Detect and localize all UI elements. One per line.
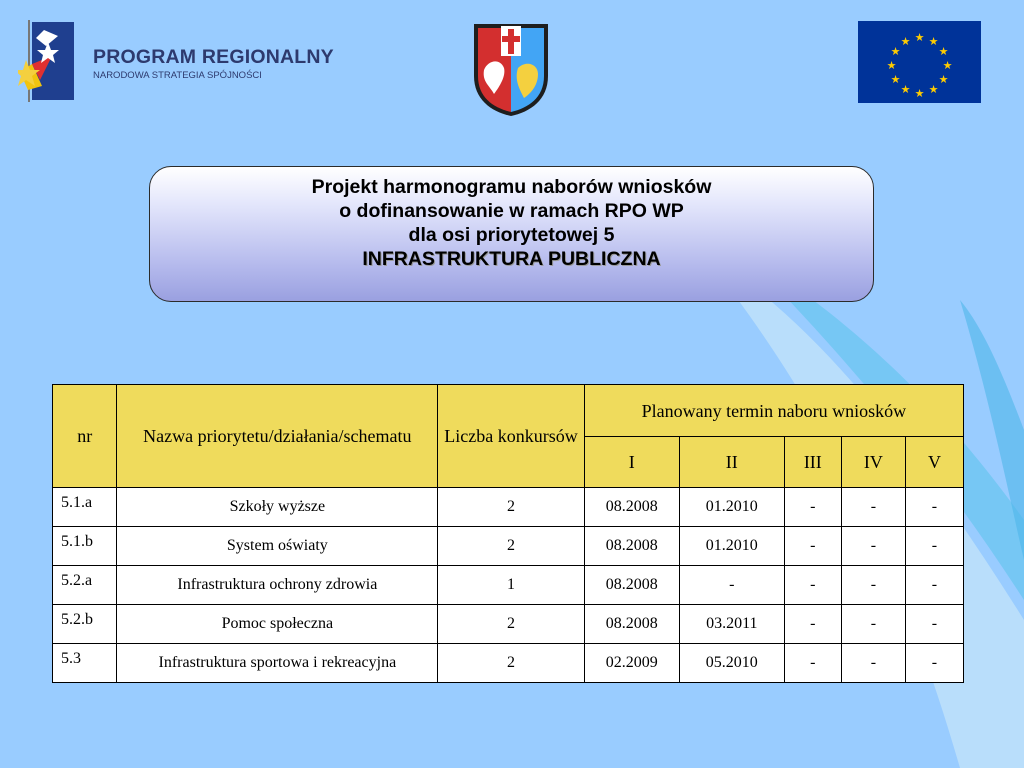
cell-count: 1	[438, 566, 585, 605]
logo-subtitle: NARODOWA STRATEGIA SPÓJNOŚCI	[93, 70, 262, 81]
title-line-1: Projekt harmonogramu naborów wniosków	[311, 176, 712, 198]
cell-term-i: 08.2008	[584, 566, 679, 605]
cell-term-ii: 01.2010	[679, 488, 784, 527]
cell-term-i: 02.2009	[584, 644, 679, 683]
header-count: Liczba konkursów	[438, 385, 585, 488]
svg-text:★: ★	[900, 35, 911, 48]
cell-nr: 5.2.b	[53, 605, 117, 644]
svg-text:★: ★	[942, 59, 953, 72]
cell-nr: 5.1.a	[53, 488, 117, 527]
cell-term-i: 08.2008	[584, 488, 679, 527]
table-header-row	[53, 385, 964, 437]
cell-count: 2	[438, 644, 585, 683]
cell-term-iii: -	[784, 605, 841, 644]
cell-term-iii: -	[784, 527, 841, 566]
cell-count: 2	[438, 527, 585, 566]
cell-name: Infrastruktura sportowa i rekreacyjna	[117, 644, 438, 683]
table-row	[53, 644, 964, 683]
regional-program-flag-icon	[18, 20, 74, 102]
title-line-2: o dofinansowanie w ramach RPO WP	[339, 200, 684, 222]
cell-term-iv: -	[841, 605, 905, 644]
header-term-iv: IV	[841, 437, 905, 488]
header-term-v: V	[905, 437, 963, 488]
svg-text:★: ★	[938, 45, 949, 58]
header-nr: nr	[53, 385, 117, 488]
cell-term-iii: -	[784, 566, 841, 605]
cell-term-iv: -	[841, 527, 905, 566]
cell-term-ii: 01.2010	[679, 527, 784, 566]
cell-name: Szkoły wyższe	[117, 488, 438, 527]
table-row	[53, 605, 964, 644]
cell-term-ii: 03.2011	[679, 605, 784, 644]
table-row	[53, 527, 964, 566]
svg-text:★: ★	[900, 83, 911, 96]
header-planned-term: Planowany termin naboru wniosków	[584, 385, 963, 437]
header-name: Nazwa priorytetu/działania/schematu	[117, 385, 438, 488]
header-term-iii: III	[784, 437, 841, 488]
cell-term-iii: -	[784, 644, 841, 683]
cell-term-v: -	[905, 644, 963, 683]
cell-name: Infrastruktura ochrony zdrowia	[117, 566, 438, 605]
svg-text:★: ★	[890, 45, 901, 58]
cell-name: System oświaty	[117, 527, 438, 566]
svg-text:★: ★	[928, 35, 939, 48]
title-line-4: INFRASTRUKTURA PUBLICZNA	[362, 248, 661, 270]
cell-term-v: -	[905, 605, 963, 644]
cell-count: 2	[438, 488, 585, 527]
cell-name: Pomoc społeczna	[117, 605, 438, 644]
svg-text:★: ★	[928, 83, 939, 96]
title-line-3: dla osi priorytetowej 5	[408, 224, 615, 246]
cell-count: 2	[438, 605, 585, 644]
cell-term-ii: -	[679, 566, 784, 605]
cell-term-ii: 05.2010	[679, 644, 784, 683]
podkarpackie-crest-icon	[470, 20, 552, 118]
header-term-ii: II	[679, 437, 784, 488]
cell-term-iv: -	[841, 488, 905, 527]
cell-nr: 5.3	[53, 644, 117, 683]
program-regionalny-logo	[18, 20, 338, 102]
cell-term-i: 08.2008	[584, 527, 679, 566]
cell-term-iv: -	[841, 566, 905, 605]
cell-term-iii: -	[784, 488, 841, 527]
table-row	[53, 566, 964, 605]
svg-text:★: ★	[938, 73, 949, 86]
cell-term-i: 08.2008	[584, 605, 679, 644]
cell-term-v: -	[905, 527, 963, 566]
svg-text:★: ★	[914, 31, 925, 44]
cell-term-v: -	[905, 566, 963, 605]
cell-nr: 5.2.a	[53, 566, 117, 605]
header-term-i: I	[584, 437, 679, 488]
cell-term-v: -	[905, 488, 963, 527]
cell-nr: 5.1.b	[53, 527, 117, 566]
logo-title: PROGRAM REGIONALNY	[93, 46, 334, 68]
title-box	[149, 166, 874, 302]
cell-term-iv: -	[841, 644, 905, 683]
eu-flag-icon	[858, 21, 981, 103]
svg-text:★: ★	[886, 59, 897, 72]
table-row	[53, 488, 964, 527]
svg-text:★: ★	[914, 87, 925, 100]
svg-text:★: ★	[890, 73, 901, 86]
schedule-table	[52, 384, 964, 683]
